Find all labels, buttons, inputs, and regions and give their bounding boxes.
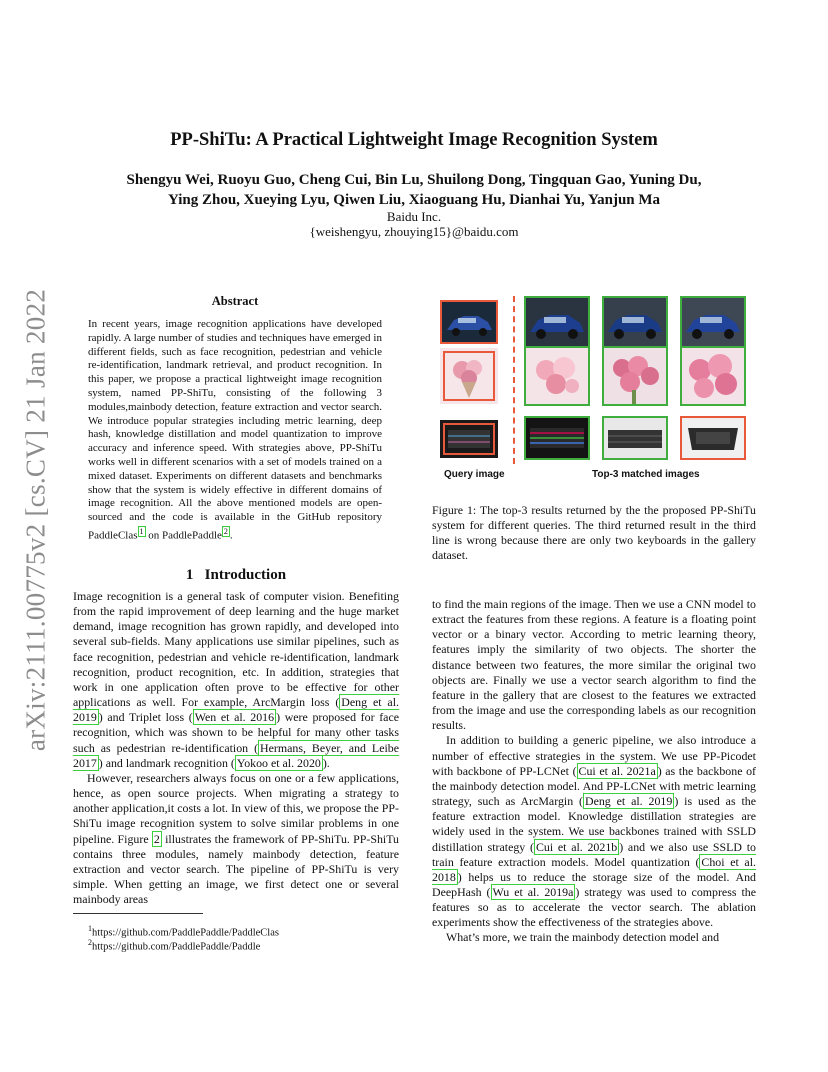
abstract-heading: Abstract: [211, 294, 259, 308]
abstract-text-end: .: [229, 529, 233, 542]
section-heading-introduction: [73, 567, 399, 584]
citation-link[interactable]: Choi et al. 2018: [432, 854, 756, 884]
match-car-image-2: [602, 296, 668, 348]
author-line-2: Ying Zhou, Xueying Lyu, Qiwen Liu, Xiaoguang Hu, Dianhai Yu, Yanjun Ma: [167, 192, 661, 208]
citation-link[interactable]: Yokoo et al. 2020: [236, 755, 321, 770]
match-keyboard-image-2: [602, 416, 668, 460]
citation-link[interactable]: Deng et al. 2019: [585, 794, 673, 809]
figure-ref-link[interactable]: 2: [153, 831, 160, 846]
footnote-1: [88, 924, 398, 939]
matched-images-label: Top-3 matched images: [592, 469, 700, 480]
author-list: [90, 170, 738, 210]
abstract-body: [88, 318, 382, 543]
query-divider: [513, 296, 515, 464]
paddleclas-link[interactable]: PaddleClas: [88, 529, 138, 542]
arxiv-stamp: [14, 280, 58, 760]
paper-title: PP-ShiTu: A Practical Lightweight Image Recognition System: [170, 130, 658, 150]
citation-link[interactable]: Cui et al. 2021a: [578, 763, 656, 778]
match-flower-image-1: [524, 346, 590, 406]
affiliation-block: [0, 209, 828, 239]
text: ) as the backbone of the mainbody detection model. And PP-LCNet with metric learning strategy, such as ArcMargin (: [432, 763, 756, 809]
footnote-ref-1[interactable]: 1: [139, 526, 144, 536]
query-keyboard-image: [440, 420, 498, 458]
footnote-ref-2[interactable]: 2: [223, 526, 228, 536]
section-title: Introduction: [204, 567, 287, 583]
intro-paragraph-2: [73, 771, 399, 907]
text: ) and we also use SSLD to train feature extraction models. Model quantization (: [432, 839, 756, 869]
footnote-url[interactable]: https://github.com/PaddlePaddle/Paddle: [92, 941, 261, 953]
caption-text: Figure 1: The top-3 results returned by the the proposed PP-ShiTu system for different queries. The third returned result in the third line is wrong because there are only two keyboards in the gallery dataset.: [432, 503, 756, 563]
arxiv-id: arXiv:2111.00775v2 [cs.CV] 21 Jan 2022: [20, 288, 51, 752]
text: ) and Triplet loss (: [98, 710, 193, 725]
intro-right-paragraph-2: [432, 733, 756, 930]
citation-link[interactable]: Wen et al. 2016: [194, 710, 275, 725]
intro-right-paragraph-1: to find the main regions of the image. Then we use a CNN model to extract the features from these regions. A feature is a floating point vector or a binary vector. According to metric learning theory, features imply the similarity of two objects. The shorter the distance between two features, the more similar the original two objects are. Finally we use a vector search algorithm to find the feature in the gallery that are closest to the features we extracted from the image and use the corresponding labels as our recognition results.: [432, 597, 756, 733]
match-flower-image-2: [602, 346, 668, 406]
text: Image recognition is a general task of computer vision. Benefiting from the rapid improvement of deep learning and the huge market demand, image recognition has grown rapidly, and developed into several sub-fields. Many applications use similar pipelines, such as face recognition, pedestrian and vehicle re-identification, landmark recognition, product recognition, etc. In addition, strategies that work in one application often prove to be effective for other applications as well. For example, ArcMargin loss (: [73, 589, 399, 710]
footnote-number: 1: [88, 924, 92, 933]
affiliation: Baidu Inc.: [386, 209, 442, 224]
figure-1-caption: [432, 503, 756, 564]
text: illustrates the framework of PP-ShiTu. PP-ShiTu contains three modules, namely mainbody detection, feature extraction and vector search. The pipeline of PP-ShiTu is very simple. When getting an image, we first detect one or several mainbody areas: [73, 831, 400, 907]
abstract-text-mid: on: [145, 529, 162, 542]
citation-link[interactable]: Deng et al. 2019: [73, 695, 399, 725]
intro-paragraph-1: [73, 589, 399, 771]
text: However, researchers always focus on one or a few applications, hence, as open source projects. When migrating a strategy to another application,it costs a lot. In view of this, we propose the PP-ShiTu image recognition system to solve similar problems in one pipeline. Figure: [73, 770, 399, 846]
citation-link[interactable]: Wu et al. 2019a: [492, 884, 574, 899]
author-email: {weishengyu, zhouying15}@baidu.com: [309, 224, 519, 239]
footnote-url[interactable]: https://github.com/PaddlePaddle/PaddleClas: [92, 927, 279, 939]
intro-right-column: [432, 597, 756, 946]
intro-left-column: [73, 589, 399, 907]
text: ) and landmark recognition (: [98, 755, 235, 770]
footnote-number: 2: [88, 938, 92, 947]
figure-1: [432, 288, 756, 488]
footnote-2: [88, 938, 398, 953]
citation-link[interactable]: Hermans, Beyer, and Leibe 2017: [73, 740, 400, 770]
text: ).: [322, 755, 330, 770]
match-car-image-1: [524, 296, 590, 348]
query-car-image: [440, 300, 498, 344]
query-flower-image: [440, 348, 498, 404]
wrong-match-keyboard-image: [680, 416, 746, 460]
footnote-divider: [73, 913, 203, 914]
section-number: 1: [185, 567, 194, 583]
abstract-text: In recent years, image recognition applications have developed rapidly. A large number of studies and techniques have emerged in different fields, such as face recognition, pedestrian and vehicle re-identification, landmark retrieval, and product recognition. In this paper, we propose a practical lightweight image recognition system, named PP-ShiTu, consisting of the following 3 modules,mainbody detection, feature extraction and vector search. We introduce popular strategies including metric learning, deep hash, knowledge distillation and model quantization to improve accuracy and inference speed. With strategies above, PP-ShiTu works well in different scenarios with a set of models trained on a mixed dataset. Experiments on different datasets and benchmarks show that the system is widely effective in different domains of image recognition. All the above mentioned models are open-sourced and the code is available in the GitHub repository: [88, 318, 382, 524]
citation-link[interactable]: Cui et al. 2021b: [535, 839, 618, 854]
match-keyboard-image-1: [524, 416, 590, 460]
match-car-image-3: [680, 296, 746, 348]
author-line-1: Shengyu Wei, Ruoyu Guo, Cheng Cui, Bin Lu, Shuilong Dong, Tingquan Gao, Yuning Du,: [126, 172, 702, 188]
text: ) were proposed for face recognition, which was shown to be helpful for many other tasks such as pedestrian re-identification (: [73, 710, 399, 755]
text: ) strategy was used to compress the features so as to accelerate the vector search. The ablation experiments show the effectiveness of the strategies above.: [432, 884, 756, 930]
paddlepaddle-link[interactable]: PaddlePaddle: [162, 529, 222, 542]
text: ) is used as the feature extraction model. Knowledge distillation strategies are widely used in the system. We use backbones trained with SSLD distillation strategy (: [432, 794, 756, 854]
text: In addition to building a generic pipeline, we also introduce a number of effective strategies in the system. We use PP-Picodet with backbone of PP-LCNet (: [432, 733, 756, 778]
intro-right-paragraph-3: What’s more, we train the mainbody detection model and: [446, 930, 720, 945]
match-flower-image-3: [680, 346, 746, 406]
query-image-label: Query image: [444, 469, 505, 480]
text: ) helps us to reduce the storage size of the model. And DeepHash (: [432, 869, 756, 899]
